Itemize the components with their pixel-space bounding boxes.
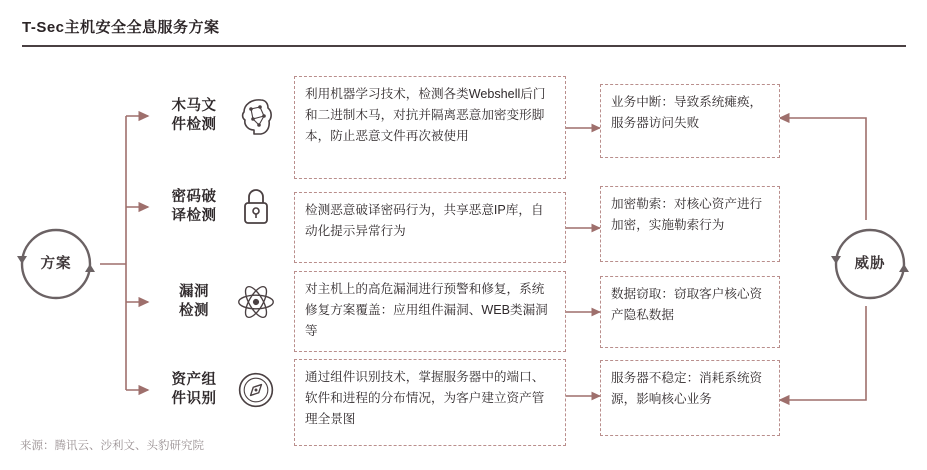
left-cycle-badge [14,222,98,306]
service-item-vulnerability[interactable] [158,280,276,324]
service-label: 漏洞 检测 [179,284,209,319]
detail-box-asset-identification: 通过组件识别技术，掌握服务器中的端口、软件和进程的分布情况，为客户建立资产管理全景图 [294,359,566,446]
service-label: 木马文 件检测 [171,98,217,133]
service-label: 资产组 件识别 [171,372,217,407]
atom-icon [236,280,276,324]
right-cycle-label: 威胁 [854,256,886,272]
brain-ai-icon [236,94,276,138]
padlock-icon [236,185,276,229]
service-item-password-crack[interactable] [158,185,276,229]
compass-icon [236,368,276,412]
left-cycle-label: 方案 [40,256,72,272]
threat-box-server-instability: 服务器不稳定：消耗系统资源，影响核心业务 [600,360,780,436]
threat-box-ransomware: 加密勒索：对核心资产进行加密，实施勒索行为 [600,186,780,262]
service-item-asset-identification[interactable] [158,368,276,412]
service-item-trojan[interactable] [158,94,276,138]
threat-box-data-theft: 数据窃取：窃取客户核心资产隐私数据 [600,276,780,348]
title-divider [22,45,906,47]
right-cycle-badge [828,222,912,306]
detail-box-vulnerability: 对主机上的高危漏洞进行预警和修复，系统修复方案覆盖：应用组件漏洞、WEB类漏洞等 [294,271,566,352]
threat-box-business-interruption: 业务中断：导致系统瘫痪，服务器访问失败 [600,84,780,158]
page-title: T-Sec主机安全全息服务方案 [22,19,220,36]
detail-box-password-crack: 检测恶意破译密码行为，共享恶意IP库，自动化提示异常行为 [294,192,566,263]
service-label: 密码破 译检测 [171,189,217,224]
source-note: 来源：腾讯云、沙利文、头豹研究院 [20,440,204,452]
detail-box-trojan: 利用机器学习技术，检测各类Webshell后门和二进制木马，对抗并隔离恶意加密变形脚本，防止恶意文件再次被使用 [294,76,566,179]
